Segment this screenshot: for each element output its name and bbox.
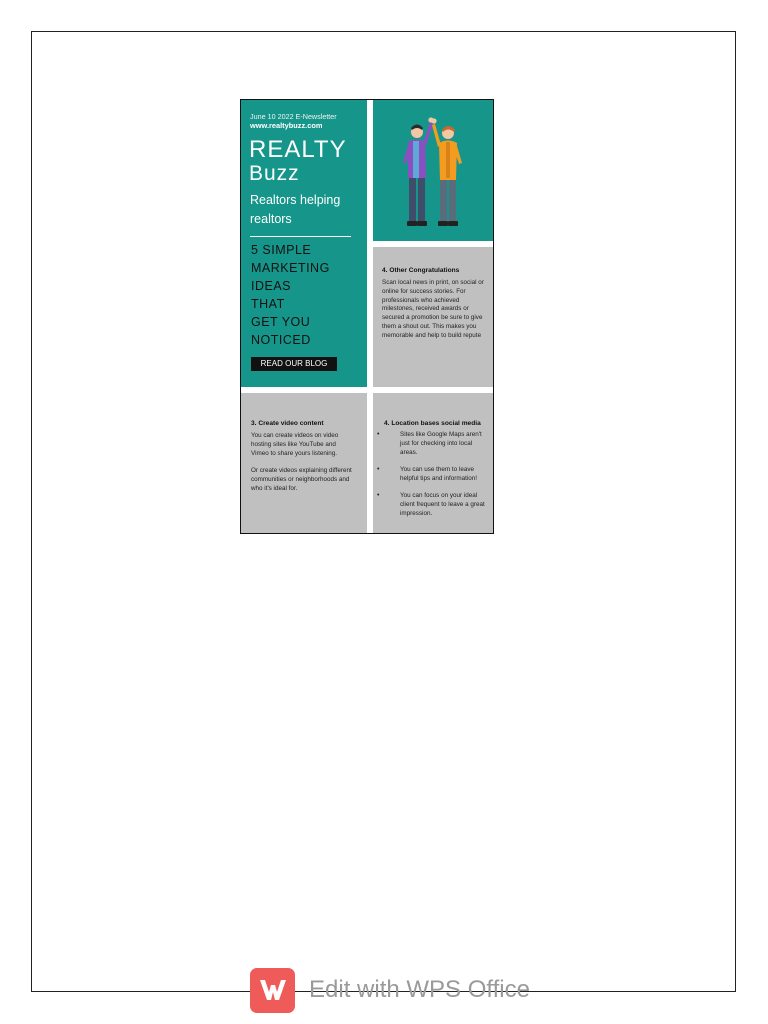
headline-line: NOTICED [251, 333, 311, 347]
brand-title-line2: Buzz [249, 162, 300, 185]
divider [250, 236, 351, 237]
wps-office-logo-icon [250, 968, 295, 1013]
location-panel [373, 393, 494, 534]
list-item: • Sites like Google Maps aren't just for checking into local areas. [375, 431, 491, 457]
newsletter-flyer [240, 99, 494, 534]
location-title: 4. Location bases social media [384, 420, 481, 427]
list-item: • You can use them to leave helpful tips and information! [375, 466, 491, 484]
video-body [251, 432, 355, 502]
intro-panel [241, 100, 367, 387]
person-right-figure [431, 118, 462, 226]
congrats-body: Scan local news in print, on social or online for success stories. For professionals who achieved milestones, received awards or secured a promotion be sure to give them a shout out. This makes you memorable and help to build repute [382, 279, 484, 339]
headline-line: 5 SIMPLE [251, 243, 312, 257]
headline [251, 241, 361, 349]
newsletter-date: June 10 2022 E-Newsletter [250, 112, 337, 121]
video-title: 3. Create video content [251, 420, 324, 427]
congrats-title: 4. Other Congratulations [382, 267, 460, 274]
wps-edit-banner[interactable] [250, 965, 530, 1015]
headline-line: MARKETING [251, 261, 330, 275]
headline-line: THAT [251, 297, 285, 311]
brand-title-line1: REALTY [249, 136, 347, 163]
video-panel [241, 393, 367, 534]
website-link[interactable]: www.realtybuzz.com [250, 121, 323, 130]
edit-with-wps-label[interactable]: Edit with WPS Office [309, 976, 530, 1003]
headline-line: IDEAS [251, 279, 292, 293]
illustration-panel [373, 100, 494, 241]
list-item: • You can focus on your ideal client frequent to leave a great impression. [375, 492, 491, 518]
tagline: Realtors helping realtors [250, 193, 341, 226]
video-paragraph: Or create videos explaining different communities or neighborhoods and who it's ideal for. [251, 467, 352, 492]
high-five-illustration [373, 100, 494, 241]
video-paragraph: You can create videos on video hosting sites like YouTube and Vimeo to share yours listening. [251, 432, 339, 457]
headline-line: GET YOU [251, 315, 311, 329]
person-left-figure [403, 117, 434, 226]
location-bullet-list [375, 431, 491, 527]
congrats-panel [373, 247, 494, 387]
read-blog-button[interactable]: READ OUR BLOG [251, 357, 337, 371]
